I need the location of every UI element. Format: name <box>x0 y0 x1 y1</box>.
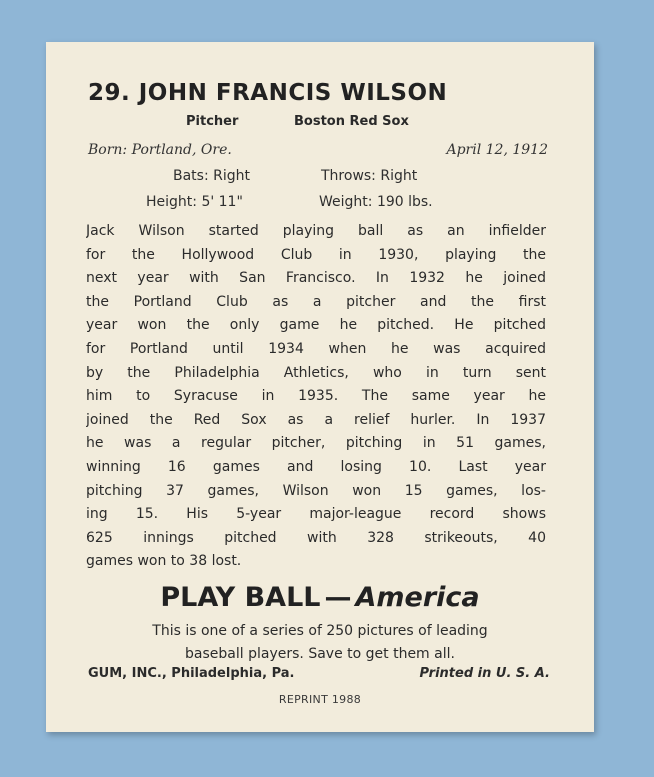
height-stat: Height: 5' 11" <box>146 194 243 210</box>
player-position: Pitcher <box>186 114 239 129</box>
bio-line: year won the only game he pitched. He pitched <box>86 317 546 334</box>
bio-line: games won to 38 lost. <box>86 553 242 570</box>
series-note <box>46 620 594 666</box>
bats-stat: Bats: Right <box>173 168 250 184</box>
player-team: Boston Red Sox <box>294 114 409 129</box>
born-place: Born: Portland, Ore. <box>88 142 232 158</box>
bio-line: joined the Red Sox as a relief hurler. In 1937 <box>86 411 546 428</box>
card-title: 29. JOHN FRANCIS WILSON <box>88 80 448 106</box>
bio-line: for Portland until 1934 when he was acquired <box>86 340 546 357</box>
play-ball-heading <box>46 582 594 613</box>
series-line: This is one of a series of 250 pictures of leading <box>152 623 488 639</box>
throws-stat: Throws: Right <box>321 168 418 184</box>
bio-line: ing 15. His 5-year major-league record shows <box>86 506 546 523</box>
born-date: April 12, 1912 <box>446 142 548 158</box>
weight-stat: Weight: 190 lbs. <box>319 194 433 210</box>
bio-line: him to Syracuse in 1935. The same year he <box>86 388 546 405</box>
printed-in: Printed in U. S. A. <box>419 666 550 681</box>
play-ball-dash: — <box>324 582 352 613</box>
bio-line: the Portland Club as a pitcher and the first <box>86 293 546 310</box>
bio-line: next year with San Francisco. In 1932 he joined <box>86 270 546 287</box>
series-line: baseball players. Save to get them all. <box>185 646 455 662</box>
baseball-card-back <box>46 42 594 732</box>
biography <box>86 220 546 574</box>
play-ball-america: America <box>355 582 480 613</box>
bio-line: pitching 37 games, Wilson won 15 games, los- <box>86 482 546 499</box>
bio-line: for the Hollywood Club in 1930, playing the <box>86 246 546 263</box>
born-row <box>88 142 548 158</box>
bio-line: Jack Wilson started playing ball as an infielder <box>86 223 546 239</box>
bio-line: winning 16 games and losing 10. Last year <box>86 458 546 475</box>
bio-line: by the Philadelphia Athletics, who in turn sent <box>86 364 546 381</box>
play-ball-text: PLAY BALL <box>160 582 321 613</box>
reprint-note: REPRINT 1988 <box>278 693 362 706</box>
bio-line: 625 innings pitched with 328 strikeouts, 40 <box>86 529 546 546</box>
publisher-name: GUM, INC., Philadelphia, Pa. <box>88 666 295 681</box>
bio-line: he was a regular pitcher, pitching in 51 games, <box>86 435 546 452</box>
